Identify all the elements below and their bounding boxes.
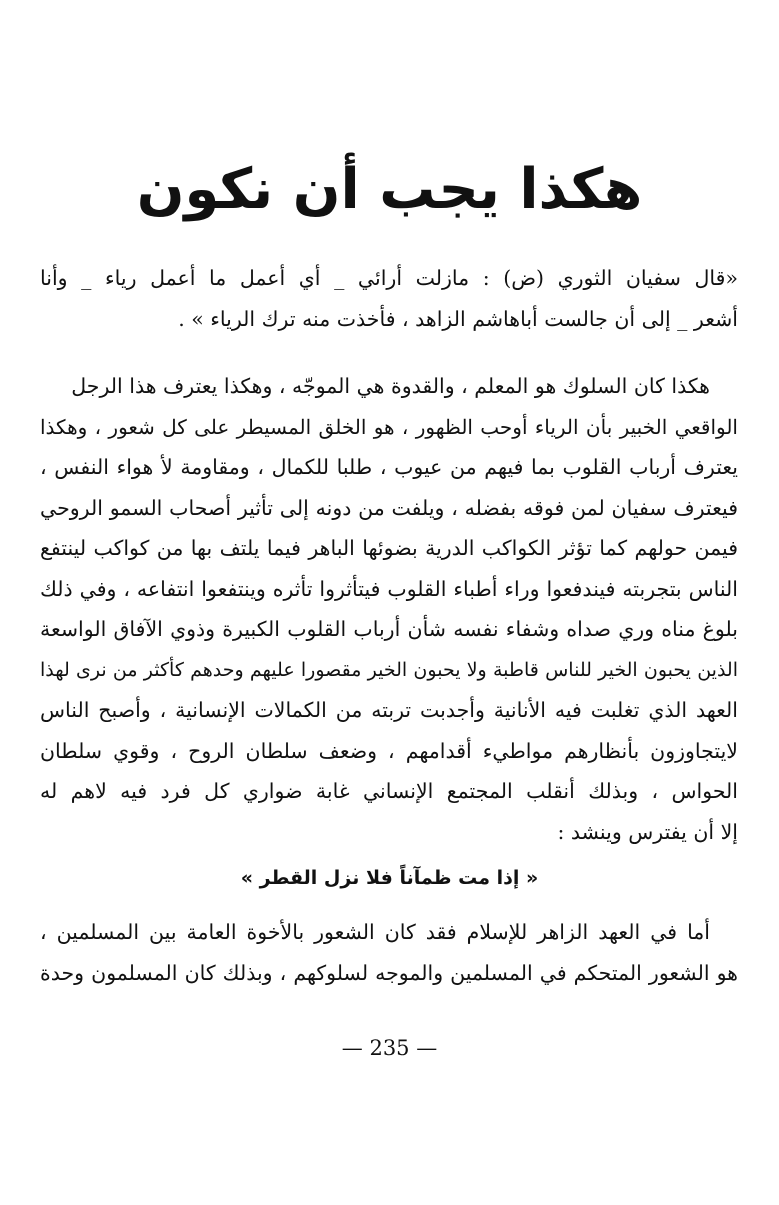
text-line: العهد الذي تغلبت فيه الأنانية وأجدبت تربته من الكمالات الإنسانية ، وأصبح الناس	[40, 698, 738, 722]
text-line: «قال سفيان الثوري (ض) : مازلت أرائي _ أي أعمل ما أعمل رياء _ وأنا	[40, 266, 738, 290]
text-line: أما في العهد الزاهر للإسلام فقد كان الشعور بالأخوة العامة بين المسلمين ،	[40, 920, 710, 944]
opening-quote-paragraph	[40, 258, 738, 339]
text-line: يعترف أرباب القلوب بما فيهم من عيوب ، طلبا للكمال ، ومقاومة لأ هواء النفس ،	[40, 455, 738, 479]
text-line: لايتجاوزون بأنظارهم مواطيء أقدامهم ، وضعف سلطان الروح ، وقوي سلطان	[40, 738, 738, 763]
text-line: إلا أن يفترس وينشد :	[557, 819, 738, 844]
poetry-verse: « إذا مت ظمآناً فلا نزل القطر »	[240, 867, 539, 889]
text-line: هو الشعور المتحكم في المسلمين والموجه لسلوكهم ، وبذلك كان المسلمون وحدة	[40, 960, 738, 985]
text-line: هكذا كان السلوك هو المعلم ، والقدوة هي الموجّه ، وهكذا يعترف هذا الرجل	[71, 374, 710, 398]
body-paragraph	[40, 912, 738, 993]
text-line: فيمن حولهم كما تؤثر الكواكب الدرية بضوئها الباهر فيما يلتف بها من كواكب لينتفع	[40, 536, 738, 560]
body-paragraph	[40, 366, 738, 852]
text-line: فيعترف سفيان لمن فوقه بفضله ، ويلفت من دونه إلى تأثير أصحاب السمو الروحي	[40, 495, 738, 520]
text-line: الحواس ، وبذلك أنقلب المجتمع الإنساني غابة ضواري كل فرد فيه لاهم له	[40, 779, 738, 803]
text-line: بلوغ مناه وري صداه وشفاء نفسه شأن أرباب القلوب الكبيرة وذوي الآفاق الواسعة	[40, 617, 738, 641]
text-line: الذين يحبون الخير للناس قاطبة ولا يحبون الخير مقصورا عليهم وحدهم كأكثر من نرى لهذا	[40, 658, 738, 681]
page-number: — 235 —	[341, 1036, 438, 1060]
text-line: الواقعي الخبير بأن الرياء أوحب الظهور ، هو الخلق المسيطر على كل شعور ، وهكذا	[40, 414, 738, 439]
chapter-title: هكذا يجب أن نكون	[136, 157, 643, 222]
text-line: الناس بتجربته فيندفعوا وراء أطباء القلوب فيتأثروا تأثره وينتفعوا انتفاعه ، وفي ذلك	[40, 576, 738, 601]
text-line: أشعر _ إلى أن جالست أباهاشم الزاهد ، فأخذت منه ترك الرياء » .	[178, 306, 738, 331]
